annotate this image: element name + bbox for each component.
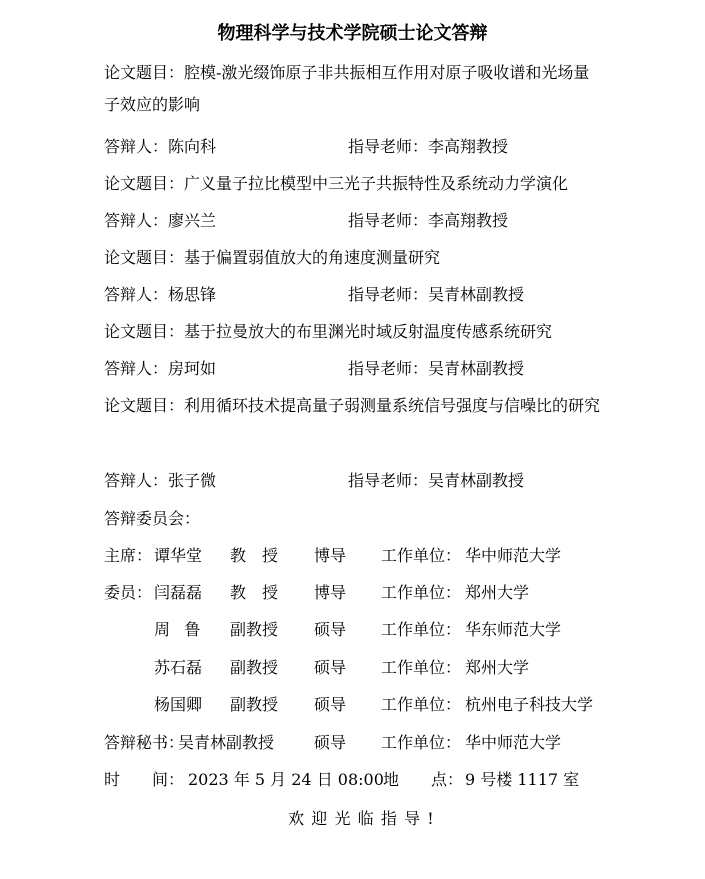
member-rank: 教授: [230, 583, 295, 602]
member-supervisor-type: 硕导: [314, 620, 347, 639]
thesis-title: 基于拉曼放大的布里渊光时域反射温度传感系统研究: [184, 322, 553, 341]
closing-greeting: 欢迎光临指导!: [288, 809, 441, 828]
member-unit-label: 工作单位：: [381, 695, 462, 714]
thesis-title: 腔模-激光缀饰原子非共振相互作用对原子吸收谱和光场量子效应的影响: [104, 63, 590, 114]
advisor-name: 李高翔教授: [428, 137, 509, 156]
secretary-name: 吴青林副教授: [178, 733, 275, 752]
secretary-unit-label: 工作单位：: [381, 733, 462, 752]
thesis-title-label: 论文题目：: [104, 322, 185, 341]
advisor-name: 吴青林副教授: [428, 359, 525, 378]
member-name: 谭华堂: [154, 546, 203, 565]
member-unit: 华中师范大学: [465, 546, 562, 565]
member-supervisor-type: 博导: [314, 583, 347, 602]
student-label: 答辩人：: [104, 359, 169, 378]
thesis-title: 基于偏置弱值放大的角速度测量研究: [184, 248, 441, 267]
advisor-label: 指导老师：: [348, 211, 429, 230]
thesis-4-people-line: [104, 353, 604, 385]
thesis-2-title-line: [104, 168, 604, 200]
member-name: 周鲁: [154, 620, 215, 639]
time-label: 时 间：: [104, 770, 185, 789]
member-rank: 副教授: [230, 695, 279, 714]
student-name: 陈向科: [168, 137, 217, 156]
thesis-title-label: 论文题目：: [104, 396, 185, 415]
member-supervisor-type: 硕导: [314, 658, 347, 677]
advisor-name: 吴青林副教授: [428, 285, 525, 304]
member-unit: 华东师范大学: [465, 620, 562, 639]
thesis-5-people-line: [104, 465, 604, 497]
advisor-name: 吴青林副教授: [428, 471, 525, 490]
place-value: 9 号楼 1117 室: [465, 770, 580, 789]
advisor-name: 李高翔教授: [428, 211, 509, 230]
member-supervisor-type: 博导: [314, 546, 347, 565]
advisor-label: 指导老师：: [348, 471, 429, 490]
secretary-unit: 华中师范大学: [465, 733, 562, 752]
member-unit: 郑州大学: [465, 583, 530, 602]
time-value: 2023 年 5 月 24 日 08:00: [188, 770, 384, 789]
student-name: 廖兴兰: [168, 211, 217, 230]
student-name: 杨思锋: [168, 285, 217, 304]
thesis-4-title-line: [104, 316, 604, 348]
member-unit: 杭州电子科技大学: [465, 695, 594, 714]
committee-heading: 答辩委员会：: [104, 509, 201, 528]
advisor-label: 指导老师：: [348, 359, 429, 378]
member-rank: 教授: [230, 546, 295, 565]
student-label: 答辩人：: [104, 211, 169, 230]
thesis-1-people-line: [104, 131, 604, 163]
member-role: 委员：: [104, 583, 153, 602]
member-name: 苏石磊: [154, 658, 203, 677]
student-label: 答辩人：: [104, 471, 169, 490]
student-name: 房珂如: [168, 359, 217, 378]
place-label: 地 点：: [383, 770, 464, 789]
member-supervisor-type: 硕导: [314, 695, 347, 714]
member-name: 闫磊磊: [154, 583, 203, 602]
thesis-1-title-line: [104, 57, 604, 121]
thesis-title: 利用循环技术提高量子弱测量系统信号强度与信噪比的研究: [184, 396, 601, 415]
secretary-role: 答辩秘书：: [104, 733, 185, 752]
thesis-5-title-line: [104, 390, 604, 422]
student-name: 张子微: [168, 471, 217, 490]
member-unit: 郑州大学: [465, 658, 530, 677]
student-label: 答辩人：: [104, 285, 169, 304]
thesis-title-label: 论文题目：: [104, 248, 185, 267]
member-rank: 副教授: [230, 658, 279, 677]
student-label: 答辩人：: [104, 137, 169, 156]
member-unit-label: 工作单位：: [381, 546, 462, 565]
thesis-title-label: 论文题目：: [104, 63, 185, 82]
member-rank: 副教授: [230, 620, 279, 639]
member-unit-label: 工作单位：: [381, 620, 462, 639]
thesis-3-people-line: [104, 279, 604, 311]
thesis-title-label: 论文题目：: [104, 174, 185, 193]
secretary-supervisor-type: 硕导: [314, 733, 347, 752]
advisor-label: 指导老师：: [348, 285, 429, 304]
member-unit-label: 工作单位：: [381, 658, 462, 677]
thesis-3-title-line: [104, 242, 604, 274]
advisor-label: 指导老师：: [348, 137, 429, 156]
member-unit-label: 工作单位：: [381, 583, 462, 602]
thesis-2-people-line: [104, 205, 604, 237]
member-role: 主席：: [104, 546, 153, 565]
page-title: 物理科学与技术学院硕士论文答辩: [217, 23, 488, 44]
member-name: 杨国卿: [154, 695, 203, 714]
thesis-title: 广义量子拉比模型中三光子共振特性及系统动力学演化: [184, 174, 569, 193]
